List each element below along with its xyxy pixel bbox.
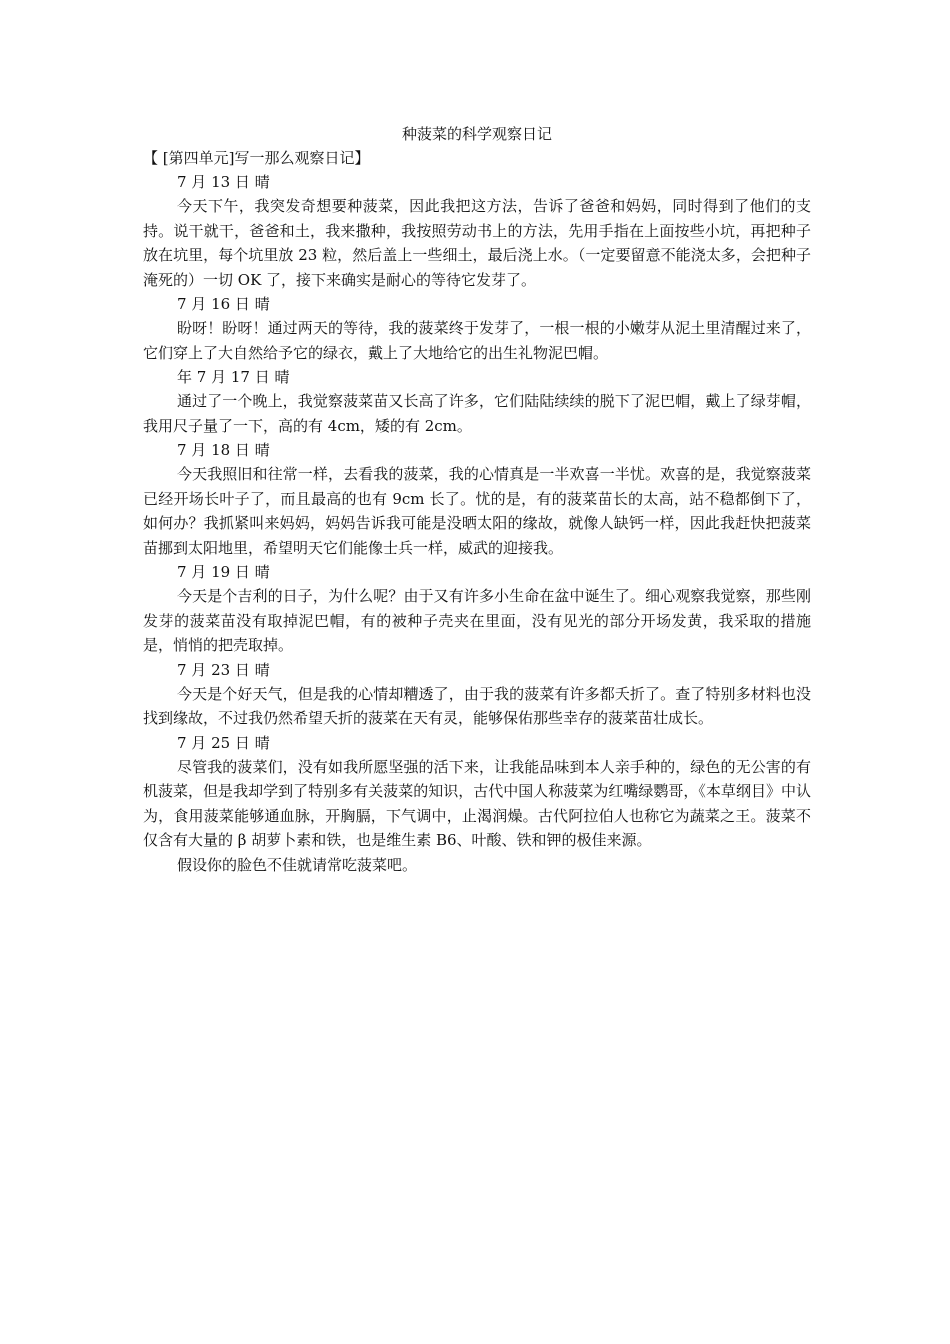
entry-date-0719: 7 月 19 日 晴 <box>177 563 270 581</box>
entry-text-0719: 今天是个吉利的日子，为什么呢？由于又有许多小生命在盆中诞生了。细心观察我觉察，那些刚发芽的菠菜苗没有取掉泥巴帽，有的被种子壳夹在里面，没有见光的部分开场发黄，我采取的措施是，悄悄的把壳取掉。 <box>143 587 811 654</box>
entry-date-0716: 7 月 16 日 晴 <box>177 295 270 313</box>
entry-text-0723: 今天是个好天气，但是我的心情却糟透了，由于我的菠菜有许多都夭折了。查了特别多材料也没找到缘故，不过我仍然希望夭折的菠菜在天有灵，能够保佑那些幸存的菠菜苗壮成长。 <box>143 684 811 727</box>
entry-text-0725: 尽管我的菠菜们，没有如我所愿坚强的活下来，让我能品味到本人亲手种的，绿色的无公害的有机菠菜，但是我却学到了特别多有关菠菜的知识，古代中国人称菠菜为红嘴绿鹦哥，《本草纲目》中认为，食用菠菜能够通血脉，开胸膈，下气调中，止渴润燥。古代阿拉伯人也称它为蔬菜之王。菠菜不仅含有大量的 β 胡萝卜素和铁，也是维生素 B6、叶酸、铁和钾的极佳来源。 <box>143 757 811 849</box>
entry-date-0723: 7 月 23 日 晴 <box>177 660 270 679</box>
closing-paragraph: 假设你的脸色不佳就请常吃菠菜吧。 <box>177 855 418 874</box>
entry-text-0717: 通过了一个晚上，我觉察菠菜苗又长高了许多，它们陆陆续续的脱下了泥巴帽，戴上了绿芽帽，我用尺子量了一下，高的有 4cm，矮的有 2cm。 <box>143 392 811 435</box>
entry-date-0725: 7 月 25 日 晴 <box>177 733 270 752</box>
entry-text-0718: 今天我照旧和往常一样，去看我的菠菜，我的心情真是一半欢喜一半忧。欢喜的是，我觉察菠菜已经开场长叶子了，而且最高的也有 9cm 长了。忧的是，有的菠菜苗长的太高，站不稳都倒下了，如何办？我抓紧叫来妈妈，妈妈告诉我可能是没晒太阳的缘故，就像人缺钙一样，因此我赶快把菠菜苗挪到太阳地里，希望明天它们能像士兵一样，威武的迎接我。 <box>143 465 811 557</box>
entry-date-0717: 年 7 月 17 日 晴 <box>177 368 290 386</box>
entry-text-0716: 盼呀！盼呀！通过两天的等待，我的菠菜终于发芽了，一根一根的小嫩芽从泥土里清醒过来了，它们穿上了大自然给予它的绿衣，戴上了大地给它的出生礼物泥巴帽。 <box>143 319 811 362</box>
document-title: 种菠菜的科学观察日记 <box>401 125 552 143</box>
unit-heading: 【 [第四单元]写一那么观察日记】 <box>143 149 370 167</box>
entry-date-0718: 7 月 18 日 晴 <box>177 441 270 459</box>
entry-date-0713: 7 月 13 日 晴 <box>177 173 270 191</box>
document-page <box>143 122 811 877</box>
entry-text-0713: 今天下午，我突发奇想要种菠菜，因此我把这方法，告诉了爸爸和妈妈，同时得到了他们的支持。说干就干，爸爸和土，我来撒种，我按照劳动书上的方法，先用手指在上面按些小坑，再把种子放在坑里，每个坑里放 23 粒，然后盖上一些细土，最后浇上水。（一定要留意不能浇太多，会把种子淹死的）一切 OK 了，接下来确实是耐心的等待它发芽了。 <box>143 197 811 289</box>
